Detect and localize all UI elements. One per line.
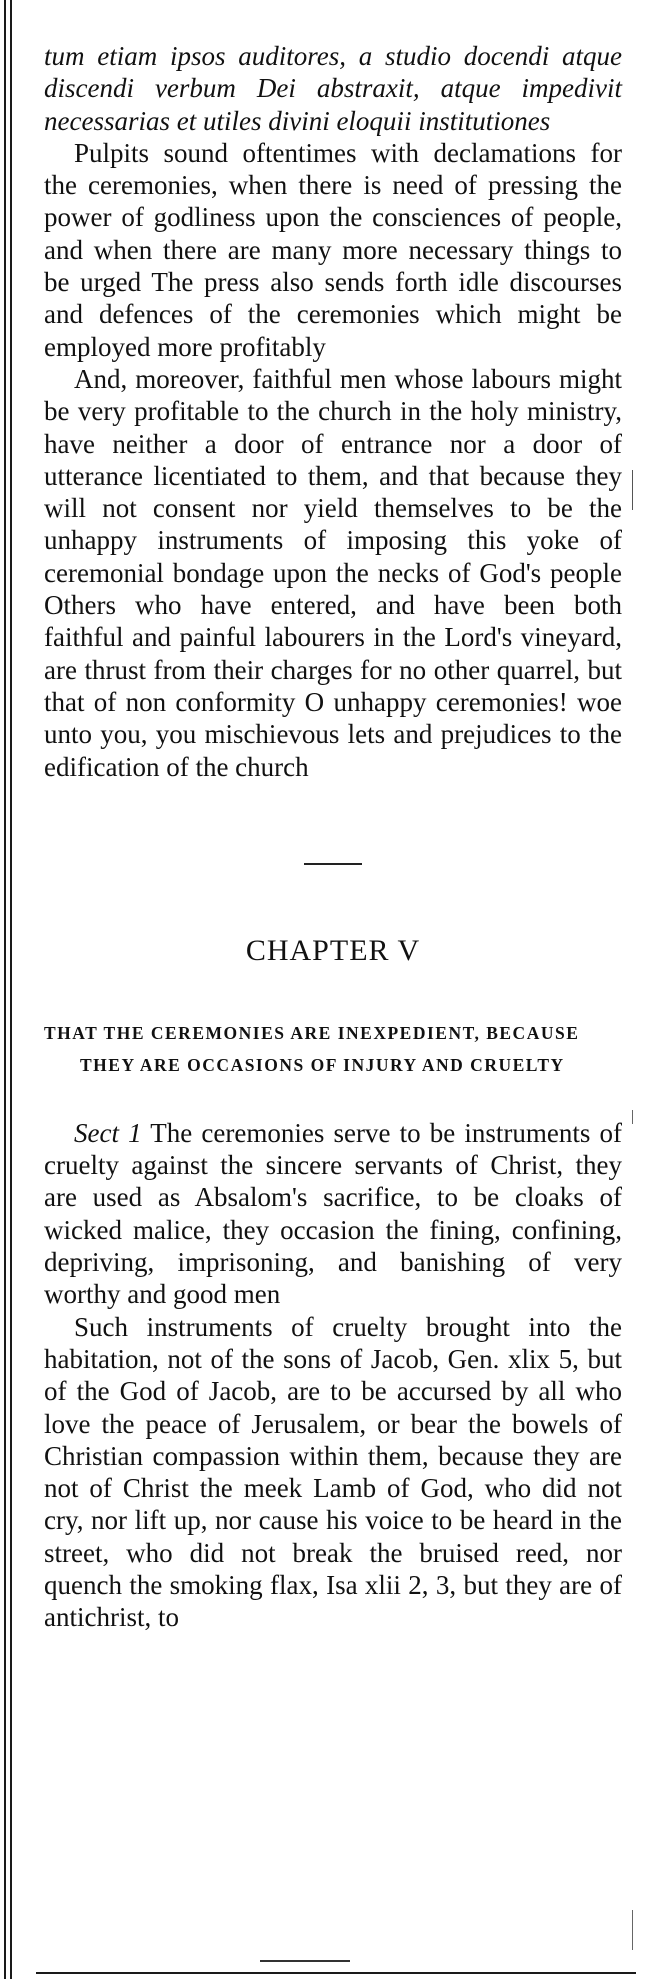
right-edge-mark bbox=[632, 1910, 633, 1950]
page-content bbox=[44, 40, 622, 1634]
section-text: The ceremonies serve to be instruments of cruelty against the sincere servants of Christ, they are used as Absalom's sacrifice, to be cloaks of wicked malice, they occasion the fining, confining, depriving, imprisoning, and banishing of very worthy and good men bbox=[44, 1117, 622, 1310]
section-label: Sect 1 bbox=[74, 1117, 142, 1148]
latin-quotation: tum etiam ipsos auditores, a studio docendi atque discendi verbum Dei abstraxit, atque impedivit necessarias et utiles divini eloquii institutiones bbox=[44, 41, 622, 136]
paragraph-instruments-of-cruelty: Such instruments of cruelty brought into the habitation, not of the sons of Jacob, Gen. xlix 5, but of the God of Jacob, are to be accursed by all who love the peace of Jerusalem, or bear the bowels of Christian compassion within them, because they are not of Christ the meek Lamb of God, who did not cry, nor lift up, nor cause his voice to be heard in the street, who did not break the bruised reed, nor quench the smoking flax, Isa xlii 2, 3, but they are of antichrist, to bbox=[44, 1311, 622, 1633]
chapter-title: CHAPTER V bbox=[245, 933, 421, 967]
paragraph-faithful-men: And, moreover, faithful men whose labours might be very profitable to the church in the holy ministry, have neither a door of entrance nor a door of utterance licentiated to them, and that because they will not consent nor yield themselves to be the unhappy instruments of imposing this yoke of ceremonial bondage upon the necks of God's people Others who have entered, and have been both faithful and painful labourers in the Lord's vineyard, are thrust from their charges for no other quarrel, but that of non conformity O unhappy ceremonies! woe unto you, you mischievous lets and prejudices to the edification of the church bbox=[44, 363, 622, 782]
footer-mark bbox=[260, 1960, 350, 1962]
section-separator bbox=[304, 863, 362, 865]
right-edge-mark bbox=[632, 470, 633, 510]
chapter-subtitle: THAT THE CEREMONIES ARE INEXPEDIENT, BECAUSE THEY ARE OCCASIONS OF INJURY AND CRUELTY bbox=[44, 1022, 580, 1075]
page-margin-rule-inner bbox=[10, 0, 12, 1979]
page-bottom-rule bbox=[36, 1972, 636, 1974]
right-edge-mark bbox=[632, 1110, 633, 1124]
section-paragraph bbox=[44, 1117, 622, 1311]
paragraph-pulpits: Pulpits sound oftentimes with declamations for the ceremonies, when there is need of pressing the power of godliness upon the consciences of people, and when there are many more necessary things to be urged The press also sends forth idle discourses and defences of the ceremonies which might be employed more profitably bbox=[44, 137, 622, 362]
page-margin-rule-outer bbox=[4, 0, 6, 1979]
